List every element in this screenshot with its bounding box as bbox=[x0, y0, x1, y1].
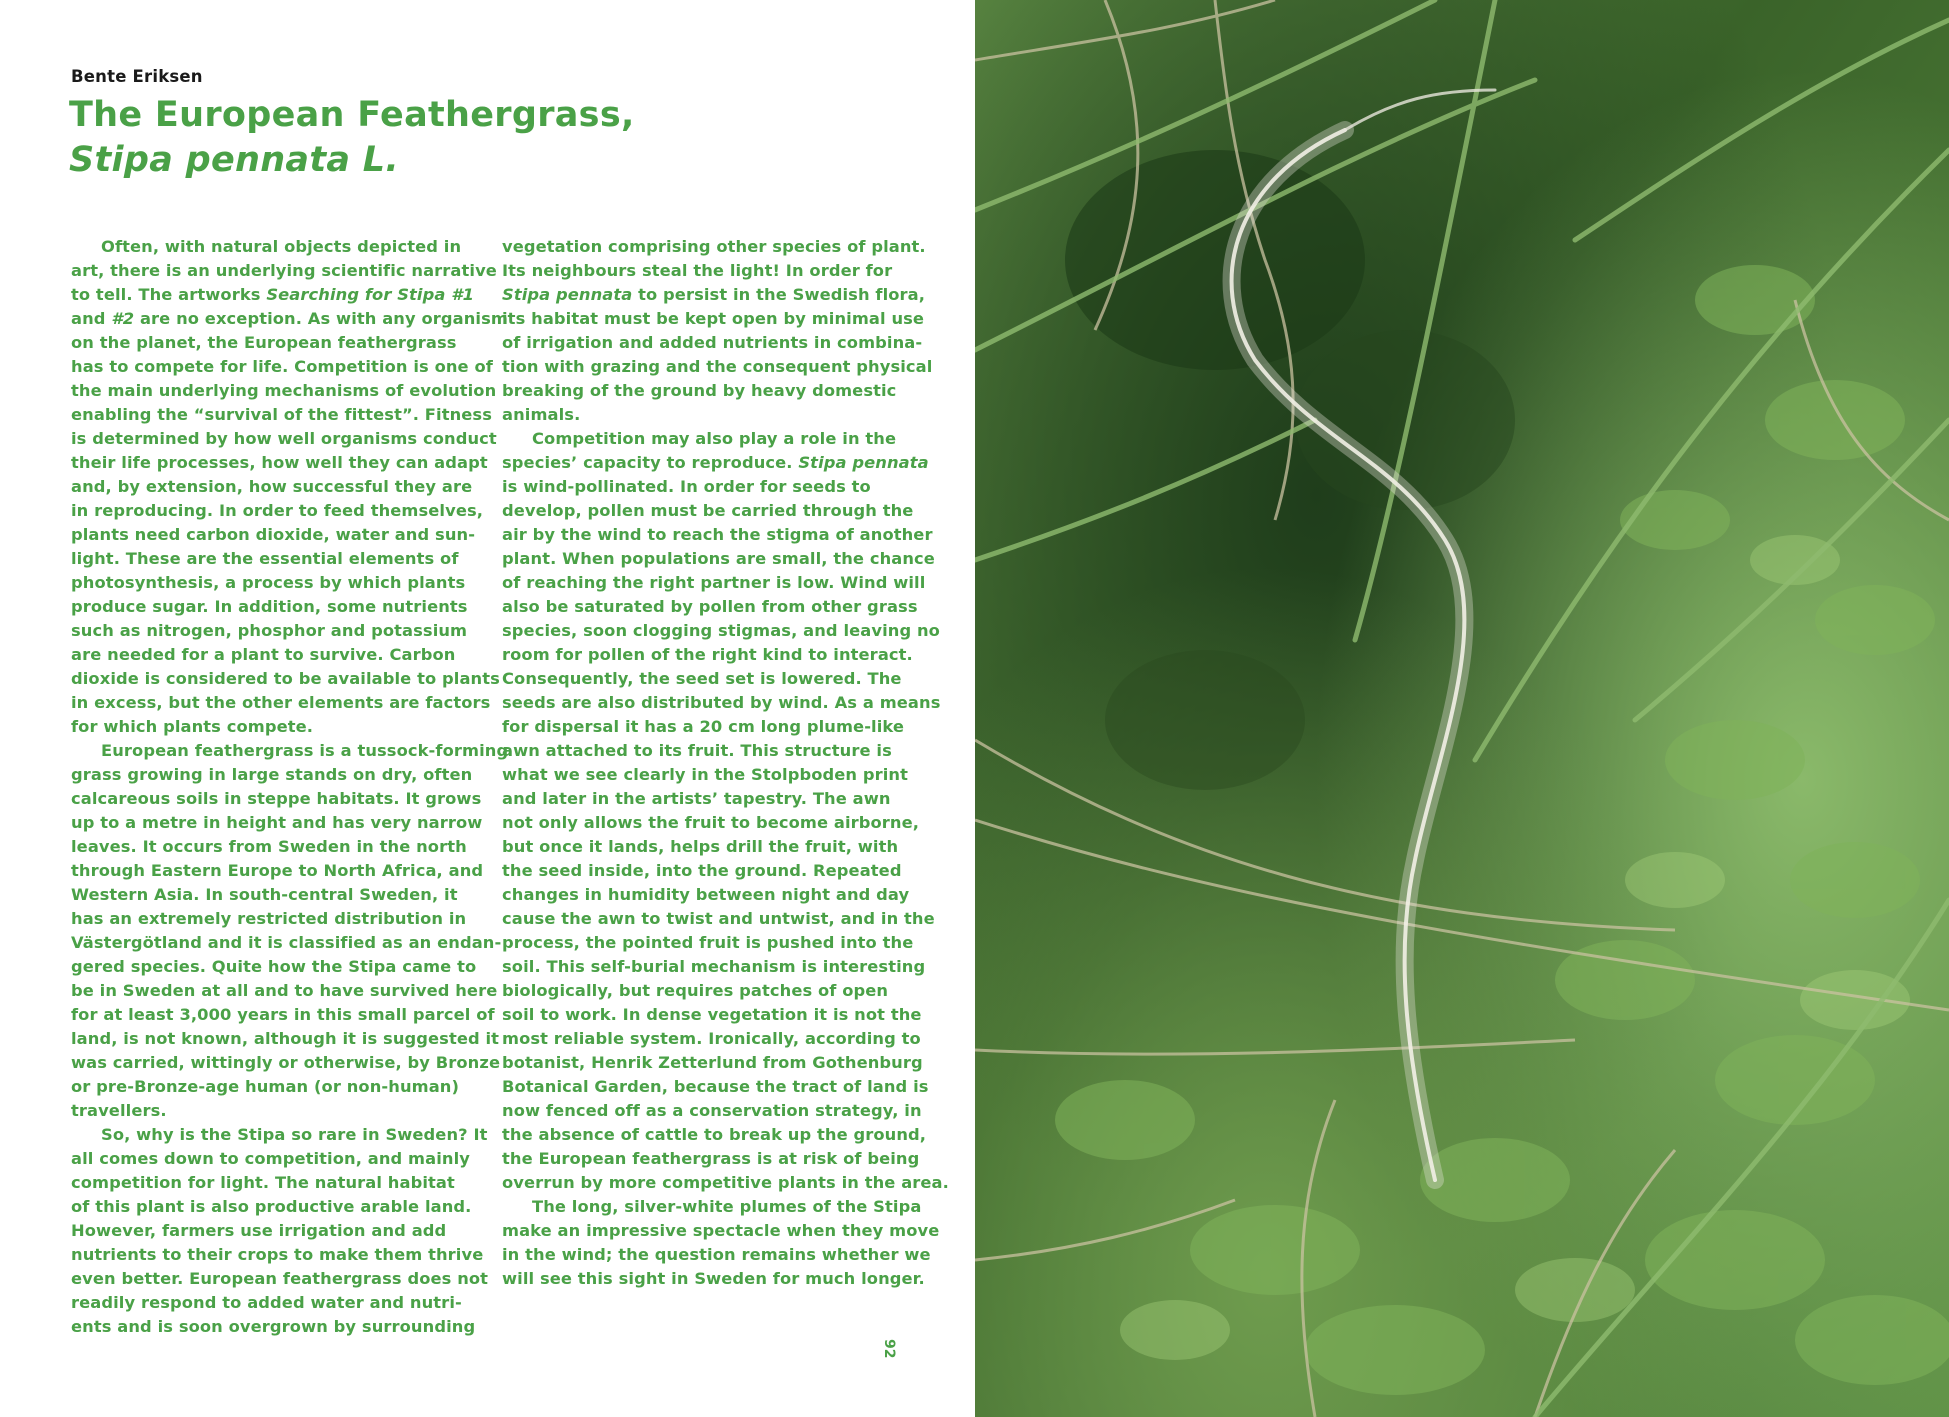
text-line bbox=[71, 1195, 481, 1219]
text-line bbox=[71, 1243, 484, 1267]
text-run: to persist in the Swedish flora, bbox=[632, 285, 926, 304]
text-line bbox=[71, 1267, 489, 1291]
text-line bbox=[502, 355, 933, 379]
text-run: tion with grazing and the consequent physical bbox=[502, 357, 933, 376]
text-line bbox=[71, 1075, 481, 1099]
text-run: of reaching the right partner is low. Wind will bbox=[502, 573, 926, 592]
text-run: readily respond to added water and nutri- bbox=[71, 1293, 462, 1312]
text-run: all comes down to competition, and mainly bbox=[71, 1149, 470, 1168]
text-run: the seed inside, into the ground. Repeated bbox=[502, 861, 902, 880]
text-run: what we see clearly in the Stolpboden print bbox=[502, 765, 909, 784]
text-line bbox=[71, 259, 497, 283]
text-run: air by the wind to reach the stigma of another bbox=[502, 525, 933, 544]
text-line bbox=[502, 1027, 921, 1051]
text-run: plants need carbon dioxide, water and sun- bbox=[71, 525, 476, 544]
text-run: Often, with natural objects depicted in bbox=[101, 237, 462, 256]
text-run: through Eastern Europe to North Africa, and bbox=[71, 861, 484, 880]
text-run: biologically, but requires patches of open bbox=[502, 981, 889, 1000]
text-line bbox=[71, 307, 508, 331]
text-run: most reliable system. Ironically, according to bbox=[502, 1029, 921, 1048]
text-line bbox=[71, 547, 481, 571]
text-run: overrun by more competitive plants in the area. bbox=[502, 1173, 949, 1192]
text-run: vegetation comprising other species of plant. bbox=[502, 237, 926, 256]
text-line bbox=[502, 451, 929, 475]
text-run: be in Sweden at all and to have survived here bbox=[71, 981, 498, 1000]
text-line bbox=[502, 1243, 931, 1267]
text-run: enabling the “survival of the fittest”. Fitness bbox=[71, 405, 493, 424]
text-run: and, by extension, how successful they are bbox=[71, 477, 473, 496]
text-run: the European feathergrass is at risk of being bbox=[502, 1149, 920, 1168]
text-line bbox=[71, 619, 481, 643]
text-line bbox=[502, 1099, 922, 1123]
text-line bbox=[71, 835, 481, 859]
text-line bbox=[71, 1315, 481, 1339]
text-line bbox=[71, 643, 481, 667]
text-run: botanist, Henrik Zetterlund from Gothenburg bbox=[502, 1053, 923, 1072]
text-line bbox=[71, 1003, 495, 1027]
text-line bbox=[71, 1171, 481, 1195]
text-line bbox=[502, 403, 912, 427]
text-column-2 bbox=[502, 235, 949, 1291]
text-run: grass growing in large stands on dry, often bbox=[71, 765, 473, 784]
text-line bbox=[502, 907, 935, 931]
photo-page bbox=[975, 0, 1949, 1417]
text-line bbox=[502, 427, 912, 451]
text-run: soil to work. In dense vegetation it is not the bbox=[502, 1005, 922, 1024]
text-run: calcareous soils in steppe habitats. It grows bbox=[71, 789, 482, 808]
text-line bbox=[502, 259, 912, 283]
text-run: and later in the artists’ tapestry. The awn bbox=[502, 789, 891, 808]
text-line bbox=[71, 475, 481, 499]
text-run: So, why is the Stipa so rare in Sweden? It bbox=[101, 1125, 488, 1144]
text-run: the main underlying mechanisms of evolution bbox=[71, 381, 497, 400]
text-line bbox=[502, 859, 912, 883]
text-line bbox=[71, 1291, 481, 1315]
text-line bbox=[71, 499, 484, 523]
text-line bbox=[502, 235, 926, 259]
text-run: room for pollen of the right kind to interact. bbox=[502, 645, 913, 664]
text-line bbox=[502, 763, 912, 787]
title-latin-name: Stipa pennata L. bbox=[69, 140, 399, 180]
text-line bbox=[71, 235, 481, 259]
text-run: for which plants compete. bbox=[71, 717, 314, 736]
text-line bbox=[502, 1195, 922, 1219]
italic-text: Stipa pennata bbox=[798, 453, 929, 472]
text-run: travellers. bbox=[71, 1101, 167, 1120]
italic-text: #2 bbox=[111, 309, 135, 328]
text-run: art, there is an underlying scientific narrative bbox=[71, 261, 497, 280]
text-line bbox=[502, 571, 926, 595]
text-line bbox=[71, 715, 481, 739]
author-name: Bente Eriksen bbox=[71, 67, 203, 86]
text-line bbox=[502, 1147, 920, 1171]
text-run: plant. When populations are small, the chance bbox=[502, 549, 935, 568]
text-run: cause the awn to twist and untwist, and in the bbox=[502, 909, 935, 928]
text-line bbox=[71, 1219, 481, 1243]
text-line bbox=[502, 1267, 925, 1291]
text-run: of irrigation and added nutrients in combina- bbox=[502, 333, 923, 352]
text-run: has an extremely restricted distribution in bbox=[71, 909, 467, 928]
text-run: also be saturated by pollen from other grass bbox=[502, 597, 918, 616]
text-run: awn attached to its fruit. This structure is bbox=[502, 741, 892, 760]
text-run: process, the pointed fruit is pushed into the bbox=[502, 933, 914, 952]
text-line bbox=[71, 355, 493, 379]
text-run: was carried, wittingly or otherwise, by Bronze bbox=[71, 1053, 501, 1072]
text-run: are no exception. As with any organism bbox=[134, 309, 508, 328]
text-line bbox=[502, 979, 912, 1003]
text-line bbox=[71, 691, 491, 715]
text-line bbox=[502, 283, 926, 307]
text-line bbox=[502, 643, 912, 667]
text-line bbox=[71, 787, 481, 811]
italic-text: Searching for Stipa #1 bbox=[266, 285, 475, 304]
text-line bbox=[502, 787, 912, 811]
text-line bbox=[502, 931, 912, 955]
text-run: the absence of cattle to break up the ground, bbox=[502, 1125, 927, 1144]
text-line bbox=[502, 595, 918, 619]
text-line bbox=[71, 931, 502, 955]
text-run: light. These are the essential elements of bbox=[71, 549, 459, 568]
text-line bbox=[71, 595, 481, 619]
title-line-1: The European Feathergrass, bbox=[69, 95, 635, 135]
text-run: its habitat must be kept open by minimal use bbox=[502, 309, 925, 328]
text-run: is determined by how well organisms conduct bbox=[71, 429, 497, 448]
text-line bbox=[71, 571, 481, 595]
text-run: Botanical Garden, because the tract of land is bbox=[502, 1077, 929, 1096]
text-column-1 bbox=[71, 235, 509, 1339]
text-line bbox=[71, 763, 481, 787]
text-line bbox=[502, 1051, 923, 1075]
text-run: Consequently, the seed set is lowered. The bbox=[502, 669, 902, 688]
text-run: seeds are also distributed by wind. As a means bbox=[502, 693, 941, 712]
text-run: their life processes, how well they can adapt bbox=[71, 453, 488, 472]
text-line bbox=[71, 955, 481, 979]
text-run: However, farmers use irrigation and add bbox=[71, 1221, 447, 1240]
text-run: is wind-pollinated. In order for seeds to bbox=[502, 477, 871, 496]
text-line bbox=[502, 523, 933, 547]
text-line bbox=[71, 1027, 500, 1051]
text-run: not only allows the fruit to become airborne, bbox=[502, 813, 920, 832]
text-line bbox=[71, 859, 484, 883]
text-line bbox=[502, 1171, 949, 1195]
text-run: competition for light. The natural habitat bbox=[71, 1173, 455, 1192]
text-run: ents and is soon overgrown by surrounding bbox=[71, 1317, 476, 1336]
text-run: in the wind; the question remains whether we bbox=[502, 1245, 931, 1264]
text-run: dioxide is considered to be available to plants bbox=[71, 669, 500, 688]
text-run: photosynthesis, a process by which plants bbox=[71, 573, 466, 592]
text-line bbox=[502, 1123, 927, 1147]
feathergrass-photo bbox=[975, 0, 1949, 1417]
text-run: in reproducing. In order to feed themselves, bbox=[71, 501, 484, 520]
text-line bbox=[502, 715, 912, 739]
text-run: now fenced off as a conservation strategy, in bbox=[502, 1101, 922, 1120]
text-line bbox=[502, 547, 935, 571]
text-run: make an impressive spectacle when they move bbox=[502, 1221, 940, 1240]
text-line bbox=[502, 1219, 940, 1243]
text-run: up to a metre in height and has very narrow bbox=[71, 813, 483, 832]
text-line bbox=[71, 523, 481, 547]
text-run: European feathergrass is a tussock-forming bbox=[101, 741, 509, 760]
text-line bbox=[502, 475, 912, 499]
page-number: 92 bbox=[881, 1339, 897, 1359]
text-line bbox=[502, 667, 912, 691]
text-run: Competition may also play a role in the bbox=[532, 429, 897, 448]
text-run: changes in humidity between night and day bbox=[502, 885, 910, 904]
text-run: are needed for a plant to survive. Carbon bbox=[71, 645, 456, 664]
text-line bbox=[71, 883, 481, 907]
text-run: for dispersal it has a 20 cm long plume-like bbox=[502, 717, 905, 736]
text-line bbox=[71, 283, 481, 307]
text-run: will see this sight in Sweden for much longer. bbox=[502, 1269, 925, 1288]
text-line bbox=[71, 1099, 481, 1123]
text-line bbox=[502, 499, 912, 523]
text-line bbox=[502, 379, 912, 403]
text-line bbox=[502, 307, 925, 331]
text-run: Västergötland and it is classified as an endan- bbox=[71, 933, 502, 952]
text-line bbox=[71, 427, 497, 451]
text-line bbox=[71, 739, 509, 763]
text-run: develop, pollen must be carried through the bbox=[502, 501, 914, 520]
text-line bbox=[71, 379, 497, 403]
text-run: on the planet, the European feathergrass bbox=[71, 333, 457, 352]
text-run: of this plant is also productive arable land. bbox=[71, 1197, 472, 1216]
text-run: nutrients to their crops to make them thrive bbox=[71, 1245, 484, 1264]
text-line bbox=[502, 1003, 922, 1027]
text-line bbox=[502, 955, 926, 979]
text-run: species’ capacity to reproduce. bbox=[502, 453, 799, 472]
text-line bbox=[502, 619, 940, 643]
text-run: has to compete for life. Competition is one of bbox=[71, 357, 493, 376]
text-line bbox=[502, 691, 941, 715]
text-line bbox=[71, 403, 493, 427]
text-line bbox=[71, 1147, 481, 1171]
text-line bbox=[71, 1123, 488, 1147]
text-line bbox=[502, 835, 912, 859]
text-run: Its neighbours steal the light! In order for bbox=[502, 261, 893, 280]
text-line bbox=[71, 331, 481, 355]
text-run: such as nitrogen, phosphor and potassium bbox=[71, 621, 468, 640]
text-line bbox=[71, 1051, 501, 1075]
text-run: even better. European feathergrass does not bbox=[71, 1269, 489, 1288]
text-run: species, soon clogging stigmas, and leaving no bbox=[502, 621, 940, 640]
text-run: soil. This self-burial mechanism is interesting bbox=[502, 957, 926, 976]
text-line bbox=[502, 739, 912, 763]
text-run: Western Asia. In south-central Sweden, it bbox=[71, 885, 458, 904]
text-line bbox=[71, 907, 481, 931]
text-run: leaves. It occurs from Sweden in the north bbox=[71, 837, 467, 856]
text-line bbox=[502, 1075, 929, 1099]
text-line bbox=[502, 331, 923, 355]
text-line bbox=[502, 811, 920, 835]
text-run: in excess, but the other elements are factors bbox=[71, 693, 491, 712]
text-run: or pre-Bronze-age human (or non-human) bbox=[71, 1077, 460, 1096]
text-run: to tell. The artworks bbox=[71, 285, 267, 304]
text-run: but once it lands, helps drill the fruit, with bbox=[502, 837, 899, 856]
text-run: and bbox=[71, 309, 112, 328]
text-line bbox=[502, 883, 912, 907]
italic-text: Stipa pennata bbox=[502, 285, 633, 304]
text-line bbox=[71, 811, 481, 835]
text-run: The long, silver-white plumes of the Stipa bbox=[532, 1197, 922, 1216]
text-run: breaking of the ground by heavy domestic bbox=[502, 381, 897, 400]
text-run: animals. bbox=[502, 405, 581, 424]
text-line bbox=[71, 451, 488, 475]
article-title bbox=[69, 93, 709, 183]
text-run: for at least 3,000 years in this small parcel of bbox=[71, 1005, 495, 1024]
text-line bbox=[71, 667, 500, 691]
text-run: land, is not known, although it is suggested it bbox=[71, 1029, 500, 1048]
text-line bbox=[71, 979, 498, 1003]
text-run: gered species. Quite how the Stipa came to bbox=[71, 957, 477, 976]
text-run: produce sugar. In addition, some nutrients bbox=[71, 597, 468, 616]
